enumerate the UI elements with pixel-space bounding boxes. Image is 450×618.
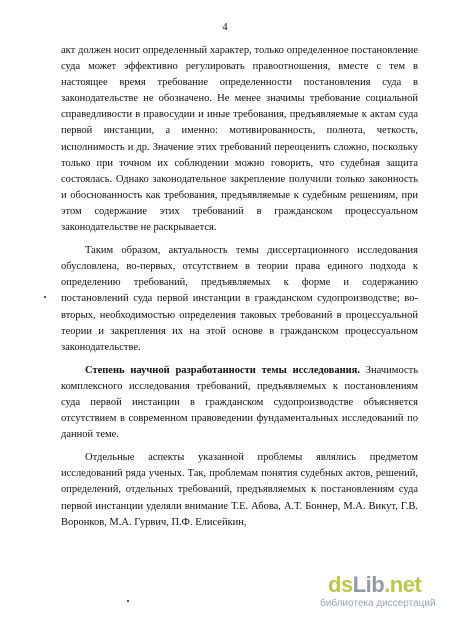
- paragraph-3: [61, 363, 418, 443]
- paragraph-2: [61, 243, 418, 356]
- dslib-watermark: [320, 572, 446, 614]
- scan-speck: [44, 296, 46, 298]
- dslib-logo: dsLib.net: [328, 572, 422, 597]
- paragraph-text: акт должен носит определенный характер, только определенное постановление суда может эффективно регулировать правоотношения, вместе с тем в настоящее время требование определенности постановления суда в законодательстве не обозначено. Не менее значимы требование социальной справедливости в правосудии и иные требования, предъявляемые к актам суда первой инстанции, а именно: мотивированность, полнота, четкость, исполнимость и др. Значение этих требований переоценить сложно, поскольку только при точном их соблюдении можно говорить, что судебная защита состоялась. Однако законодательное закрепление получили только законность и обоснованность как требования, предъявляемые к судебным решениям, при этом содержание этих требований в гражданском процессуальном законодательстве не раскрывается.: [61, 45, 418, 234]
- paragraph-text: Значимость комплексного исследования требований, предъявляемых к постановлениям суда первой инстанции в гражданском судопроизводстве объясняется отсутствием в современном правоведении фундаментальных исследований по данной теме.: [61, 364, 418, 441]
- section-heading: Степень научной разработанности темы исследования.: [85, 364, 360, 376]
- paragraph-text: Отдельные аспекты указанной проблемы являлись предметом исследований ряда ученых. Так, проблемам понятия судебных актов, решений, определений, отдельных требований, предъявляемых к постановлениям суда первой инстанции уделяли внимание Т.Е. Абова, А.Т. Боннер, М.А. Викут, Г.В. Воронков, М.А. Гурвич, П.Ф. Елисейкин,: [61, 452, 418, 528]
- scan-speck: [127, 600, 129, 602]
- paragraph-1: [61, 43, 418, 236]
- dslib-tagline: библиотека диссертаций: [320, 598, 436, 609]
- paragraph-4: [61, 450, 418, 530]
- body-text: [61, 43, 418, 531]
- paragraph-text: Таким образом, актуальность темы диссертационного исследования обусловлена, во-первых, отсутствием в теории права единого подхода к определению требований, предъявляемых к форме и содержанию постановлений суда первой инстанции в гражданском судопроизводстве; во-вторых, необходимостью определения таковых требований в процессуальной теории и закрепления их на этой основе в гражданском процессуальном законодательстве.: [61, 245, 418, 353]
- page-number: 4: [222, 22, 228, 33]
